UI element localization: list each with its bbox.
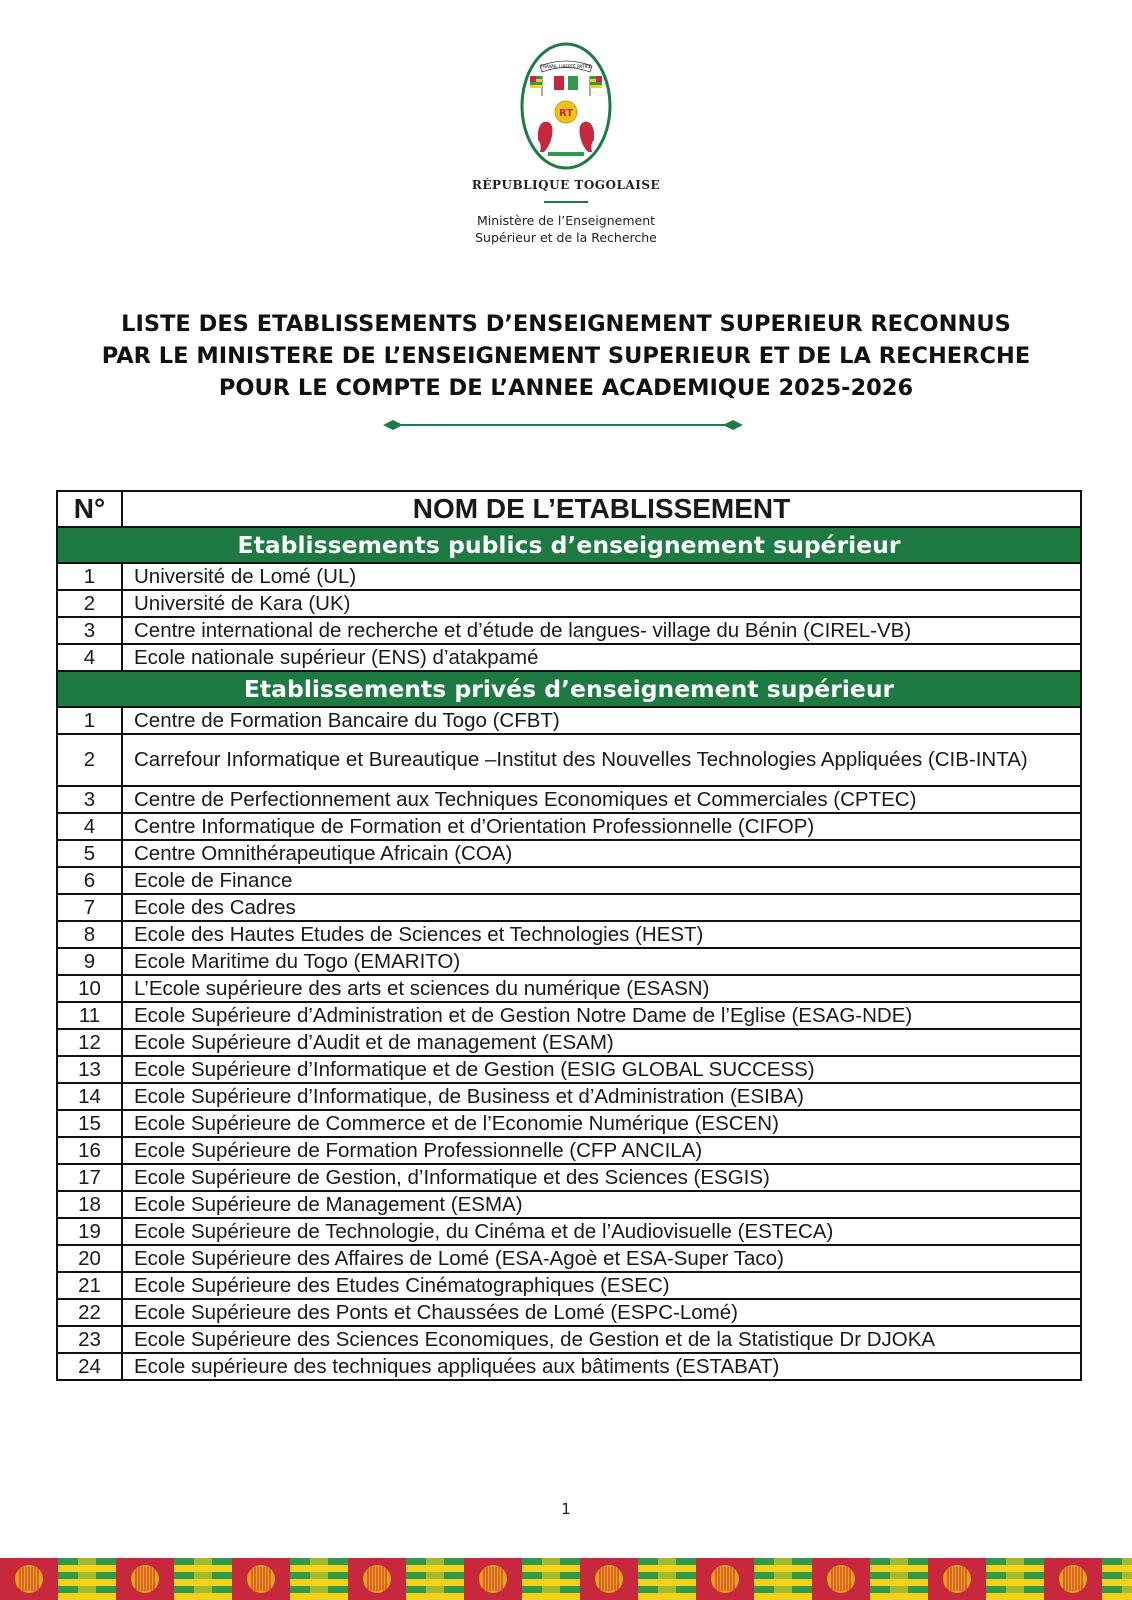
institution-name: Ecole nationale supérieur (ENS) d’atakpamé xyxy=(122,644,1081,671)
document-header xyxy=(0,40,1132,246)
band-accent xyxy=(426,1558,444,1600)
institution-name: Ecole Supérieure des Sciences Economiques, de Gestion et de la Statistique Dr DJOKA xyxy=(122,1326,1081,1353)
table-body xyxy=(57,527,1081,1380)
table-row xyxy=(57,644,1081,671)
band-accent xyxy=(774,1558,792,1600)
table-row xyxy=(57,1164,1081,1191)
section-heading: Etablissements privés d’enseignement supérieur xyxy=(57,671,1081,707)
table-row xyxy=(57,1083,1081,1110)
institution-name: Ecole Supérieure de Management (ESMA) xyxy=(122,1191,1081,1218)
section-heading: Etablissements publics d’enseignement supérieur xyxy=(57,527,1081,563)
table-row xyxy=(57,1272,1081,1299)
institution-name: Ecole Supérieure des Ponts et Chaussées de Lomé (ESPC-Lomé) xyxy=(122,1299,1081,1326)
institution-name: Centre international de recherche et d’étude de langues- village du Bénin (CIREL-VB) xyxy=(122,617,1081,644)
ministry-line-1: Ministère de l’Enseignement xyxy=(476,213,656,228)
row-number: 10 xyxy=(57,975,122,1002)
table-header-row xyxy=(57,491,1081,527)
institution-name: Université de Lomé (UL) xyxy=(122,563,1081,590)
row-number: 1 xyxy=(57,707,122,734)
table-row xyxy=(57,1056,1081,1083)
institution-name: Ecole Supérieure des Affaires de Lomé (ESA-Agoè et ESA-Super Taco) xyxy=(122,1245,1081,1272)
table-row xyxy=(57,563,1081,590)
row-number: 8 xyxy=(57,921,122,948)
table-row xyxy=(57,1137,1081,1164)
table-row xyxy=(57,975,1081,1002)
section-row-public xyxy=(57,527,1081,563)
row-number: 2 xyxy=(57,590,122,617)
row-number: 19 xyxy=(57,1218,122,1245)
table-row xyxy=(57,590,1081,617)
table-row xyxy=(57,734,1081,786)
ministry-line-2: Supérieur et de la Recherche xyxy=(475,230,657,245)
table-row xyxy=(57,1002,1081,1029)
page-number: 1 xyxy=(561,1500,571,1518)
table-row xyxy=(57,1353,1081,1380)
document-title xyxy=(60,308,1072,404)
row-number: 11 xyxy=(57,1002,122,1029)
institution-name: L’Ecole supérieure des arts et sciences du numérique (ESASN) xyxy=(122,975,1081,1002)
row-number: 4 xyxy=(57,813,122,840)
table-row xyxy=(57,1191,1081,1218)
institution-name: Ecole Supérieure de Formation Professionnelle (CFP ANCILA) xyxy=(122,1137,1081,1164)
row-number: 1 xyxy=(57,563,122,590)
table-row xyxy=(57,1029,1081,1056)
table-row xyxy=(57,786,1081,813)
table-row xyxy=(57,867,1081,894)
institution-name: Université de Kara (UK) xyxy=(122,590,1081,617)
column-header-number: N° xyxy=(57,491,122,527)
band-accent xyxy=(310,1558,328,1600)
institution-name: Centre de Perfectionnement aux Techniques Economiques et Commerciales (CPTEC) xyxy=(122,786,1081,813)
institution-name: Centre Informatique de Formation et d’Orientation Professionnelle (CIFOP) xyxy=(122,813,1081,840)
institution-name: Ecole Maritime du Togo (EMARITO) xyxy=(122,948,1081,975)
table-row xyxy=(57,1245,1081,1272)
band-accent xyxy=(658,1558,676,1600)
title-line-1: LISTE DES ETABLISSEMENTS D’ENSEIGNEMENT SUPERIEUR RECONNUS xyxy=(121,311,1011,337)
togo-coat-of-arms-emblem xyxy=(518,40,614,172)
table-row xyxy=(57,1218,1081,1245)
institution-name: Centre de Formation Bancaire du Togo (CFBT) xyxy=(122,707,1081,734)
header-divider xyxy=(544,201,588,203)
row-number: 5 xyxy=(57,840,122,867)
row-number: 9 xyxy=(57,948,122,975)
institution-name: Ecole de Finance xyxy=(122,867,1081,894)
row-number: 14 xyxy=(57,1083,122,1110)
table-row xyxy=(57,617,1081,644)
band-accent xyxy=(890,1558,908,1600)
band-accent xyxy=(542,1558,560,1600)
institution-name: Carrefour Informatique et Bureautique –Institut des Nouvelles Technologies Appliquées (CIB-INTA) xyxy=(122,734,1081,786)
institution-name: Ecole Supérieure d’Administration et de Gestion Notre Dame de l’Eglise (ESAG-NDE) xyxy=(122,1002,1081,1029)
title-line-2: PAR LE MINISTERE DE L’ENSEIGNEMENT SUPERIEUR ET DE LA RECHERCHE xyxy=(101,343,1031,369)
institution-name: Ecole Supérieure des Etudes Cinématographiques (ESEC) xyxy=(122,1272,1081,1299)
title-line-3: POUR LE COMPTE DE L’ANNEE ACADEMIQUE 2025-2026 xyxy=(218,375,914,401)
row-number: 4 xyxy=(57,644,122,671)
row-number: 12 xyxy=(57,1029,122,1056)
table-row xyxy=(57,1326,1081,1353)
institution-name: Ecole supérieure des techniques appliquées aux bâtiments (ESTABAT) xyxy=(122,1353,1081,1380)
band-accent xyxy=(1006,1558,1024,1600)
row-number: 18 xyxy=(57,1191,122,1218)
ministry-name xyxy=(0,212,1132,246)
decorative-kente-footer xyxy=(0,1558,1132,1600)
row-number: 6 xyxy=(57,867,122,894)
emblem-initials: RT xyxy=(558,108,574,119)
row-number: 3 xyxy=(57,617,122,644)
institution-name: Ecole Supérieure de Gestion, d’Informatique et des Sciences (ESGIS) xyxy=(122,1164,1081,1191)
title-divider-ornament xyxy=(383,418,743,432)
institution-name: Centre Omnithérapeutique Africain (COA) xyxy=(122,840,1081,867)
institution-name: Ecole Supérieure d’Informatique, de Business et d’Administration (ESIBA) xyxy=(122,1083,1081,1110)
institution-name: Ecole Supérieure d’Audit et de management (ESAM) xyxy=(122,1029,1081,1056)
row-number: 20 xyxy=(57,1245,122,1272)
band-accent xyxy=(194,1558,212,1600)
row-number: 13 xyxy=(57,1056,122,1083)
section-row-private xyxy=(57,671,1081,707)
band-accent xyxy=(1122,1558,1132,1600)
republic-name: RÉPUBLIQUE TOGOLAISE xyxy=(471,178,661,192)
table-row xyxy=(57,840,1081,867)
table-row xyxy=(57,948,1081,975)
institution-name: Ecole des Hautes Etudes de Sciences et Technologies (HEST) xyxy=(122,921,1081,948)
institution-name: Ecole Supérieure de Commerce et de l’Economie Numérique (ESCEN) xyxy=(122,1110,1081,1137)
row-number: 2 xyxy=(57,734,122,786)
row-number: 21 xyxy=(57,1272,122,1299)
row-number: 24 xyxy=(57,1353,122,1380)
table-row xyxy=(57,1299,1081,1326)
table-row xyxy=(57,894,1081,921)
institutions-table xyxy=(56,490,1082,1381)
institution-name: Ecole Supérieure de Technologie, du Cinéma et de l’Audiovisuelle (ESTECA) xyxy=(122,1218,1081,1245)
institution-name: Ecole des Cadres xyxy=(122,894,1081,921)
institution-name: Ecole Supérieure d’Informatique et de Gestion (ESIG GLOBAL SUCCESS) xyxy=(122,1056,1081,1083)
row-number: 17 xyxy=(57,1164,122,1191)
row-number: 16 xyxy=(57,1137,122,1164)
row-number: 15 xyxy=(57,1110,122,1137)
column-header-name: NOM DE L’ETABLISSEMENT xyxy=(122,491,1081,527)
row-number: 22 xyxy=(57,1299,122,1326)
table-row xyxy=(57,813,1081,840)
table-row xyxy=(57,707,1081,734)
row-number: 7 xyxy=(57,894,122,921)
motto-text: TRAVAIL LIBERTÉ PATRIE xyxy=(540,64,592,69)
row-number: 3 xyxy=(57,786,122,813)
table-row xyxy=(57,921,1081,948)
band-accent xyxy=(78,1558,96,1600)
row-number: 23 xyxy=(57,1326,122,1353)
table-row xyxy=(57,1110,1081,1137)
